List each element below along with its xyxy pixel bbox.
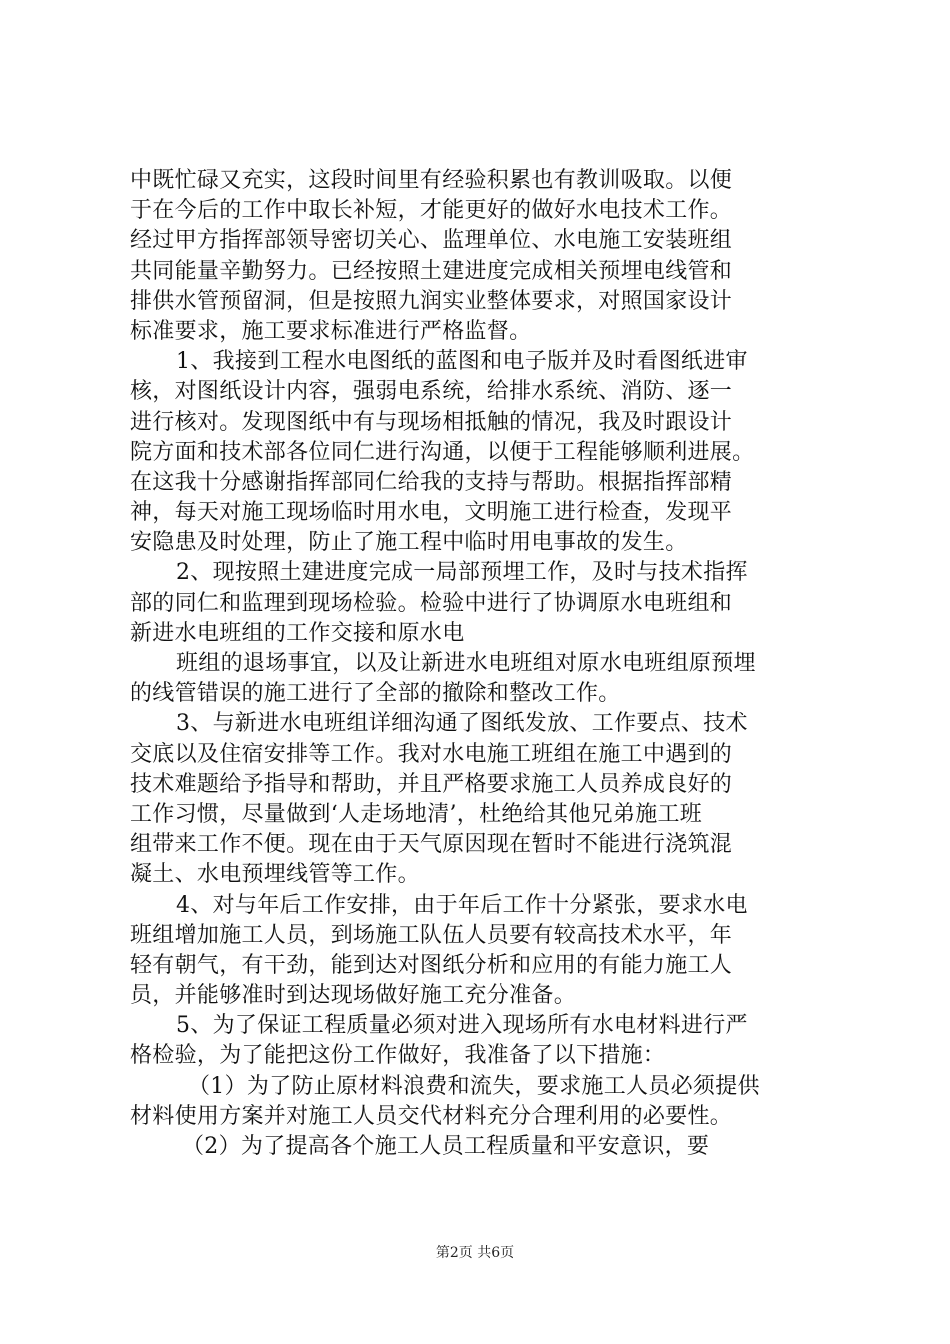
text-line: 2、现按照土建进度完成一局部预埋工作，及时与技术指挥 [176, 560, 748, 586]
text-line: 凝土、水电预埋线管等工作。 [130, 862, 420, 888]
text-line: 技术难题给予指导和帮助，并且严格要求施工人员养成良好的 [130, 771, 733, 797]
text-line: 在这我十分感谢指挥部同仁给我的支持与帮助。根据指挥部精 [130, 469, 733, 495]
text-line: （1）为了防止原材料浪费和流失，要求施工人员必须提供 [188, 1073, 760, 1099]
text-line: 部的同仁和监理到现场检验。检验中进行了协调原水电班组和 [130, 590, 733, 616]
text-line: 院方面和技术部各位同仁进行沟通，以便于工程能够顺利进展。 [130, 439, 755, 465]
text-line: 于在今后的工作中取长补短，才能更好的做好水电技术工作。 [130, 198, 733, 224]
text-line: 3、与新进水电班组详细沟通了图纸发放、工作要点、技术 [176, 711, 748, 737]
page-footer: 第2页 共6页 [435, 1245, 515, 1261]
text-line: 5、为了保证工程质量必须对进入现场所有水电材料进行严 [176, 1013, 748, 1039]
text-line: 材料使用方案并对施工人员交代材料充分合理利用的必要性。 [130, 1103, 733, 1129]
text-line: 核，对图纸设计内容，强弱电系统，给排水系统、消防、逐一 [130, 379, 733, 405]
text-line: 的线管错误的施工进行了全部的撤除和整改工作。 [130, 681, 621, 707]
text-line: 员，并能够准时到达现场做好施工充分准备。 [130, 983, 577, 1009]
text-line: 4、对与年后工作安排，由于年后工作十分紧张，要求水电 [176, 892, 748, 918]
text-line: 新进水电班组的工作交接和原水电 [130, 620, 465, 646]
text-line: 经过甲方指挥部领导密切关心、监理单位、水电施工安装班组 [130, 228, 733, 254]
text-line: 神，每天对施工现场临时用水电，文明施工进行检查，发现平 [130, 500, 733, 526]
text-line: 格检验，为了能把这份工作做好，我准备了以下措施： [130, 1043, 666, 1069]
text-line: 工作习惯，尽量做到‘人走场地清’，杜绝给其他兄弟施工班 [130, 801, 703, 827]
text-line: 排供水管预留洞，但是按照九润实业整体要求，对照国家设计 [130, 288, 733, 314]
text-line: 交底以及住宿安排等工作。我对水电施工班组在施工中遇到的 [130, 741, 733, 767]
text-line: 班组增加施工人员，到场施工队伍人员要有较高技术水平，年 [130, 922, 733, 948]
text-line: 共同能量辛勤努力。已经按照土建进度完成相关预埋电线管和 [130, 258, 733, 284]
text-line: 组带来工作不便。现在由于天气原因现在暂时不能进行浇筑混 [130, 832, 733, 858]
text-line: 标准要求，施工要求标准进行严格监督。 [130, 318, 532, 344]
text-line: 进行核对。发现图纸中有与现场相抵触的情况，我及时跟设计 [130, 409, 733, 435]
text-line: 1、我接到工程水电图纸的蓝图和电子版并及时看图纸进审 [176, 349, 748, 375]
text-line: 安隐患及时处理，防止了施工程中临时用电事故的发生。 [130, 530, 688, 556]
text-line: 班组的退场事宜，以及让新进水电班组对原水电班组原预埋 [176, 651, 756, 676]
text-line: 中既忙碌又充实，这段时间里有经验积累也有教训吸取。以便 [130, 168, 733, 193]
text-line: （2）为了提高各个施工人员工程质量和平安意识，要 [182, 1134, 710, 1159]
document-body [130, 166, 830, 1162]
text-line: 轻有朝气，有干劲，能到达对图纸分析和应用的有能力施工人 [130, 952, 733, 978]
